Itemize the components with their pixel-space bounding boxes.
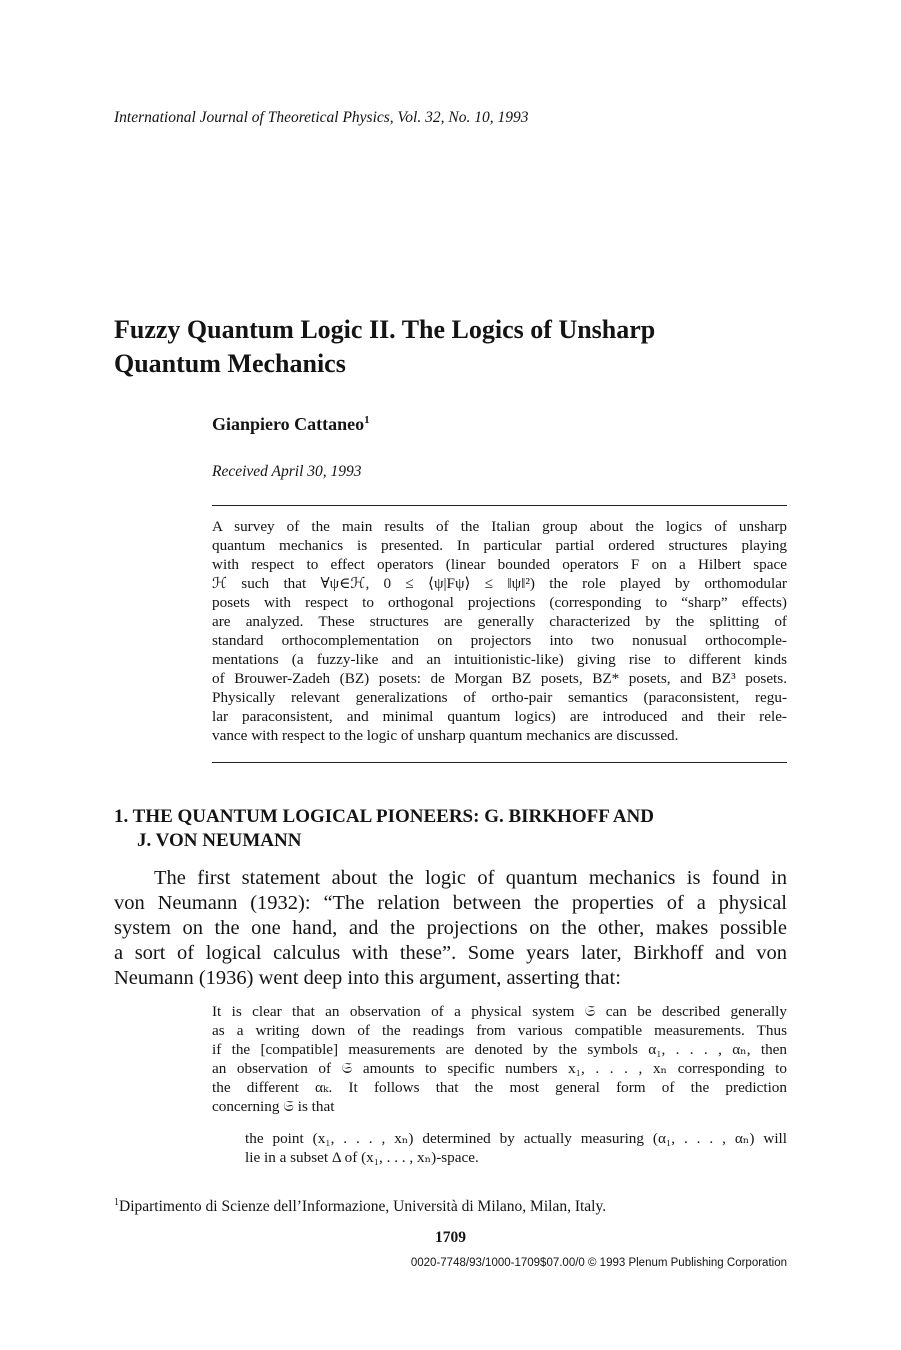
copyright-line: 0020-7748/93/1000-1709$07.00/0 © 1993 Plenum Publishing Corporation xyxy=(410,1257,787,1269)
author-footnote-mark: 1 xyxy=(364,414,370,426)
abstract-line: of Brouwer-Zadeh (BZ) posets: de Morgan BZ posets, BZ* posets, and BZ³ posets. xyxy=(212,670,787,687)
abstract xyxy=(212,517,787,745)
body-line: von Neumann (1932): “The relation between the properties of a physical xyxy=(114,892,787,914)
abstract-line: quantum mechanics is presented. In particular partial ordered structures playing xyxy=(212,537,787,554)
abstract-line: posets with respect to orthogonal projections (corresponding to “sharp” effects) xyxy=(212,594,787,611)
section-heading xyxy=(114,805,654,853)
abstract-line: vance with respect to the logic of unsharp quantum mechanics are discussed. xyxy=(212,727,679,744)
received-date: Received April 30, 1993 xyxy=(212,463,362,480)
quote-line: concerning 𝔖 is that xyxy=(212,1098,335,1115)
body-line: a sort of logical calculus with these”. Some years later, Birkhoff and von xyxy=(114,942,787,964)
abstract-bottom-rule xyxy=(212,762,787,763)
abstract-line: ℋ such that ∀ψ∈ℋ, 0 ≤ ⟨ψ|Fψ⟩ ≤ ‖ψ‖²) the role played by orthomodular xyxy=(212,575,787,592)
section-heading-line: 1. THE QUANTUM LOGICAL PIONEERS: G. BIRKHOFF AND xyxy=(114,806,654,827)
author-name xyxy=(212,414,370,435)
title-line: Fuzzy Quantum Logic II. The Logics of Unsharp xyxy=(114,315,656,344)
paper-title xyxy=(114,313,814,381)
abstract-line: standard orthocomplementation on projectors into two nonusual orthocomple- xyxy=(212,632,787,649)
page-number: 1709 xyxy=(435,1229,466,1246)
quote-line: if the [compatible] measurements are denoted by the symbols α₁, . . . , αₙ, then xyxy=(212,1041,787,1058)
abstract-line: are analyzed. These structures are generally characterized by the splitting of xyxy=(212,613,787,630)
quote-line: the different αₖ. It follows that the most general form of the prediction xyxy=(212,1079,787,1096)
nested-quote-line: lie in a subset Δ of (x₁, . . . , xₙ)-space. xyxy=(245,1149,479,1166)
abstract-line: with respect to effect operators (linear bounded operators F on a Hilbert space xyxy=(212,556,787,573)
abstract-line: Physically relevant generalizations of ortho-pair semantics (paraconsistent, regu- xyxy=(212,689,787,706)
body-line: system on the one hand, and the projections on the other, makes possible xyxy=(114,917,787,939)
footnote-mark: 1 xyxy=(114,1197,119,1208)
author-text: Gianpiero Cattaneo xyxy=(212,414,365,434)
footnote-text: Dipartimento di Scienze dell’Informazione, Università di Milano, Milan, Italy. xyxy=(119,1198,607,1216)
body-paragraph xyxy=(114,866,787,991)
quote-line: It is clear that an observation of a physical system 𝔖 can be described generally xyxy=(212,1003,787,1020)
quote-line: an observation of 𝔖 amounts to specific numbers x₁, . . . , xₙ corresponding to xyxy=(212,1060,787,1077)
abstract-line: lar paraconsistent, and minimal quantum logics) are introduced and their rele- xyxy=(212,708,787,725)
footnote xyxy=(114,1197,606,1216)
body-line: The first statement about the logic of quantum mechanics is found in xyxy=(154,867,787,889)
abstract-line: A survey of the main results of the Italian group about the logics of unsharp xyxy=(212,518,787,535)
nested-quote-line: the point (x₁, . . . , xₙ) determined by actually measuring (α₁, . . . , αₙ) will xyxy=(245,1130,787,1147)
nested-quote xyxy=(245,1129,787,1167)
quote-line: as a writing down of the readings from various compatible measurements. Thus xyxy=(212,1022,787,1039)
block-quote xyxy=(212,1002,787,1116)
abstract-line: mentations (a fuzzy-like and an intuitionistic-like) giving rise to different kinds xyxy=(212,651,787,668)
body-line: Neumann (1936) went deep into this argument, asserting that: xyxy=(114,967,621,989)
title-line: Quantum Mechanics xyxy=(114,349,346,378)
section-heading-line: J. VON NEUMANN xyxy=(137,830,302,851)
journal-header: International Journal of Theoretical Physics, Vol. 32, No. 10, 1993 xyxy=(114,109,529,126)
abstract-top-rule xyxy=(212,505,787,506)
